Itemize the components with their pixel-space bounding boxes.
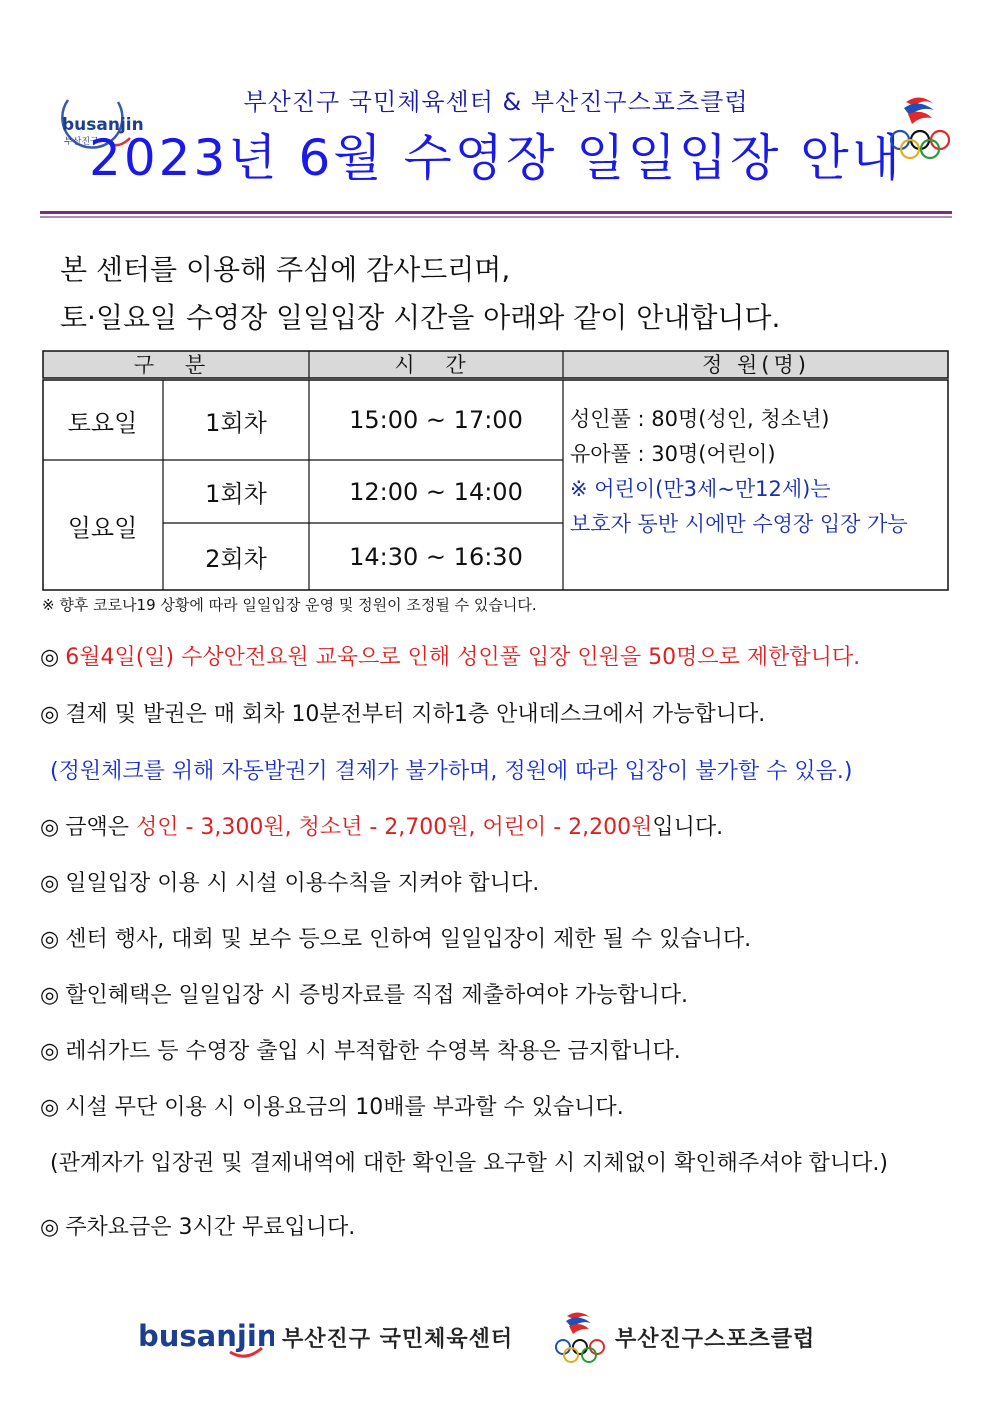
intro-line-2: 토·일요일 수영장 일일입장 시간을 아래와 같이 안내합니다. [60,301,781,334]
footer-olympic-emblem-icon [551,1310,609,1366]
olympic-emblem-icon [884,94,956,164]
footer [0,1310,992,1370]
notice-events: ◎ 센터 행사, 대회 및 보수 등으로 인하여 일일입장이 제한 될 수 있습니다. [40,927,752,952]
svg-text:부산진구: 부산진구 [64,137,99,147]
header-category: 구 분 [133,353,218,377]
bullet-icon: ◎ [40,927,60,952]
row-saturday-time: 15:00 ~ 17:00 [349,406,523,434]
intro-line-1: 본 센터를 이용해 주심에 감사드리며, [60,253,511,286]
capacity-child-note: ※ 어린이(만3세~만12세)는 [570,477,831,501]
notice-parking: ◎ 주차요금은 3시간 무료입니다. [40,1215,356,1240]
notice-price: ◎ 금액은 성인 - 3,300원, 청소년 - 2,700원, 어린이 - 2,200원입니다. [40,815,724,840]
svg-text:busanjin: busanjin [62,115,143,135]
bullet-icon: ◎ [40,983,60,1008]
bullet-icon: ◎ [40,1039,60,1064]
notice-swimwear: ◎ 레쉬가드 등 수영장 출입 시 부적합한 수영복 착용은 금지합니다. [40,1039,681,1064]
bullet-icon: ◎ [40,1095,60,1120]
capacity-kids-pool: 유아풀 : 30명(어린이) [570,442,776,466]
notice-penalty: ◎ 시설 무단 이용 시 이용요금의 10배를 부과할 수 있습니다. [40,1095,624,1120]
notice-june4: ◎ 6월4일(일) 수상안전요원 교육으로 인해 성인풀 입장 인원을 50명으로 제한합니다. [40,645,861,670]
row-sunday-day: 일요일 [67,513,138,542]
bullet-icon: ◎ [40,871,60,896]
notice-payment-sub: (정원체크를 위해 자동발권기 결제가 불가하며, 정원에 따라 입장이 불가할 수 있음.) [50,759,853,784]
notice-payment: ◎ 결제 및 발권은 매 회차 10분전부터 지하1층 안내데스크에서 가능합니다. [40,702,766,727]
notice-penalty-sub: (관계자가 입장권 및 결제내역에 대한 확인을 요구할 시 지체없이 확인해주셔야 합니다.) [50,1151,888,1176]
row-sunday-round-2: 2회차 [205,545,267,573]
capacity-adult-pool: 성인풀 : 80명(성인, 청소년) [570,407,830,431]
row-sunday-time-2: 14:30 ~ 16:30 [349,542,523,571]
row-saturday-round: 1회차 [205,408,267,437]
row-sunday-time-1: 12:00 ~ 14:00 [349,477,523,506]
header-divider [40,211,952,214]
bullet-icon: ◎ [40,702,60,727]
capacity-guardian-note: 보호자 동반 시에만 수영장 입장 가능 [570,512,908,536]
row-saturday-day: 토요일 [67,408,138,437]
table-footnote: ※ 향후 코로나19 상황에 따라 일일입장 운영 및 정원이 조정될 수 있습니다. [42,596,537,614]
header-subtitle: 부산진구 국민체육센터 & 부산진구스포츠클럽 [243,88,749,116]
notice-discount: ◎ 할인혜택은 일일입장 시 증빙자료를 직접 제출하여야 가능합니다. [40,983,688,1008]
notice-rules: ◎ 일일입장 이용 시 시설 이용수칙을 지켜야 합니다. [40,871,540,896]
bullet-icon: ◎ [40,1215,60,1240]
bullet-icon: ◎ [40,645,60,670]
svg-text:busanjin: busanjin [138,1319,274,1353]
bullet-icon: ◎ [40,815,60,840]
page-title: 2023년 6월 수영장 일일입장 안내 [89,129,903,187]
busanjin-footer-logo [138,1316,274,1362]
footer-center-name: 부산진구 국민체육센터 [282,1327,514,1352]
footer-club-name: 부산진구스포츠클럽 [615,1327,816,1352]
header-divider-secondary [40,216,952,218]
header-capacity: 정 원(명) [702,353,810,377]
header-time: 시 간 [394,353,478,377]
row-sunday-round-1: 1회차 [205,480,267,508]
price-list: 성인 - 3,300원, 청소년 - 2,700원, 어린이 - 2,200원 [135,815,653,840]
schedule-table [42,350,949,591]
capacity-cell [570,402,940,542]
